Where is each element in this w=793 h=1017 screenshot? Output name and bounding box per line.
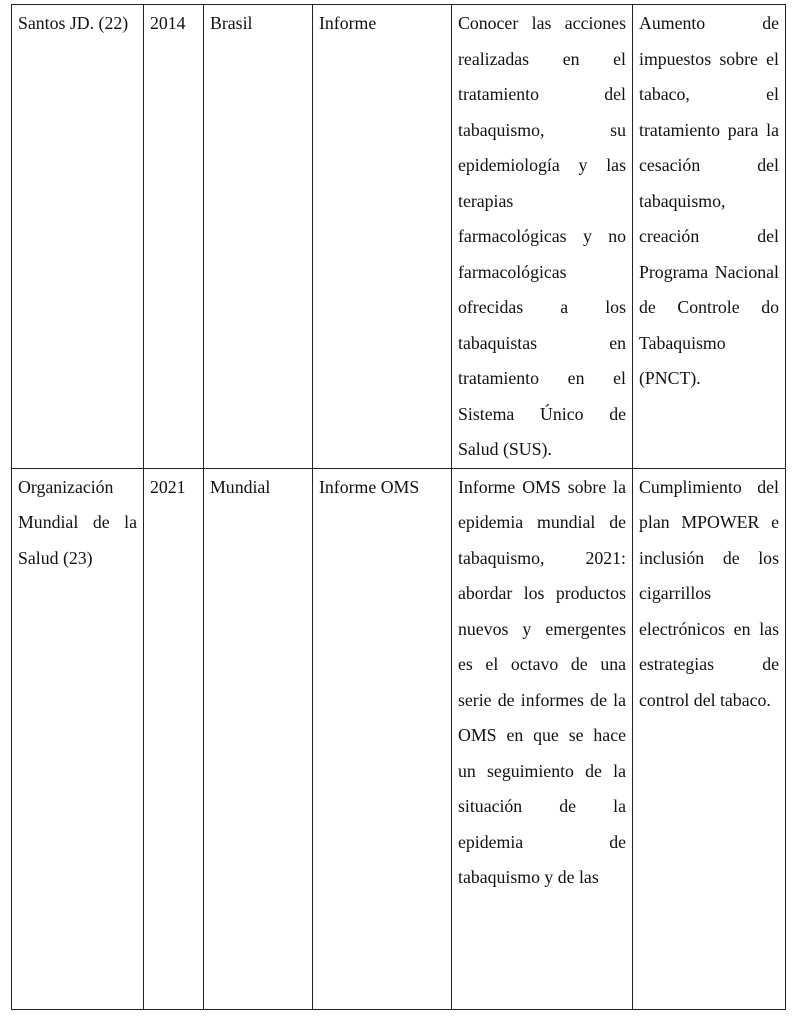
result-cell: Aumento de impuestos sobre el tabaco, el tratamiento para la cesación del tabaquismo, creación del Programa Nacional de Controle do Tabaquismo (PNCT).: [633, 5, 786, 469]
table-row: [12, 468, 786, 1009]
document-type-cell: Informe OMS: [313, 468, 452, 1009]
literature-review-table: [11, 4, 786, 1010]
document-type-cell: Informe: [313, 5, 452, 469]
year-cell: 2014: [144, 5, 204, 469]
result-cell: Cumplimiento del plan MPOWER e inclusión de los cigarrillos electrónicos en las estrategias de control del tabaco.: [633, 468, 786, 1009]
table-row: [12, 5, 786, 469]
objective-cell: Informe OMS sobre la epidemia mundial de tabaquismo, 2021: abordar los productos nuevos y emergentes es el octavo de una serie de informes de la OMS en que se hace un seguimiento de la situación de la epidemia de tabaquismo y de las: [452, 468, 633, 1009]
author-cell: Santos JD. (22): [12, 5, 144, 469]
author-cell: Organización Mundial de la Salud (23): [12, 468, 144, 1009]
objective-cell: Conocer las acciones realizadas en el tratamiento del tabaquismo, su epidemiología y las terapias farmacológicas y no farmacológicas ofrecidas a los tabaquistas en tratamiento en el Sistema Único de Salud (SUS).: [452, 5, 633, 469]
country-cell: Brasil: [204, 5, 313, 469]
country-cell: Mundial: [204, 468, 313, 1009]
year-cell: 2021: [144, 468, 204, 1009]
